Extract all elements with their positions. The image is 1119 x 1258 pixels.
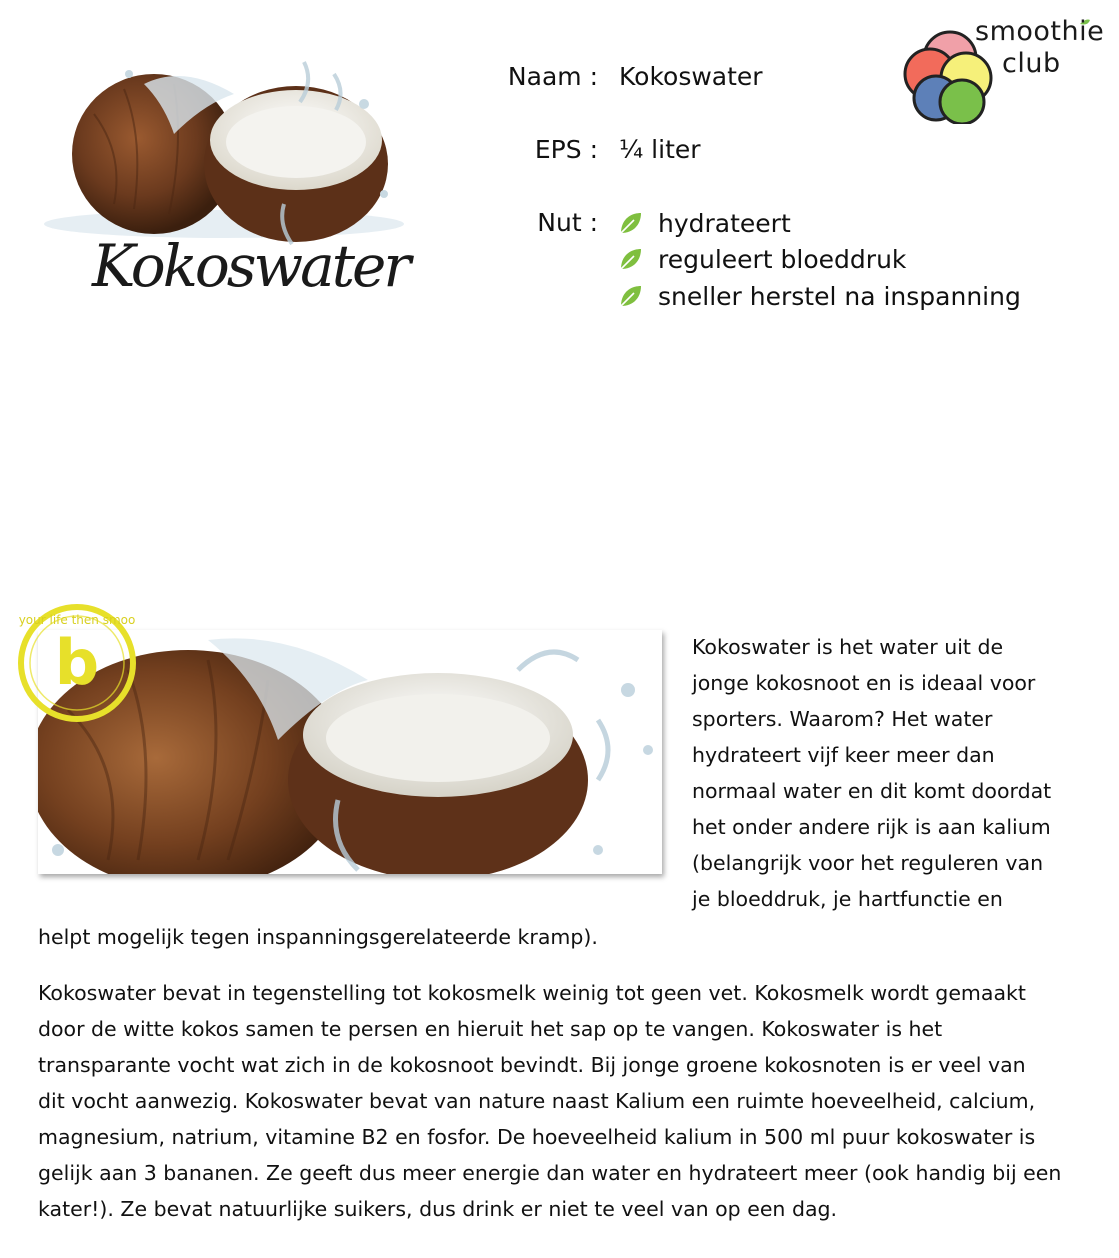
benefit-item: [618, 206, 791, 240]
intro-line: normaal water en dit komt doordat: [692, 779, 1052, 803]
badge-letter: b: [54, 626, 100, 699]
badge-ring-text: your life then smoo: [18, 613, 136, 627]
benefit-item: [618, 279, 1021, 313]
leaf-icon: [618, 283, 644, 309]
intro-line: je bloeddruk, je hartfunctie en: [692, 887, 1003, 911]
intro-line: sporters. Waarom? Het water: [692, 707, 993, 731]
intro-tail-line: helpt mogelijk tegen inspanningsgerelateerde kramp).: [38, 925, 598, 949]
leaf-icon: [618, 246, 644, 272]
image-caption: Kokoswater: [92, 232, 409, 300]
eps-label: EPS :: [534, 135, 598, 164]
smooth-badge: [14, 600, 140, 726]
intro-line: (belangrijk voor het reguleren van: [692, 851, 1044, 875]
body-line: Kokoswater bevat in tegenstelling tot kokosmelk weinig tot geen vet. Kokosmelk wordt gemaakt: [38, 981, 1026, 1005]
body-line: gelijk aan 3 bananen. Ze geeft dus meer energie dan water en hydrateert meer (ook handig bij een: [38, 1161, 1062, 1185]
body-line: kater!). Ze bevat natuurlijke suikers, dus drink er niet te veel van op een dag.: [38, 1197, 838, 1221]
logo-text: smoothie: [975, 16, 1105, 47]
benefits-label: Nut :: [537, 208, 598, 237]
intro-line: jonge kokosnoot en is ideaal voor: [692, 671, 1036, 695]
body-line: transparante vocht wat zich in de kokosnoot bevindt. Bij jonge groene kokosnoten is er veel van: [38, 1053, 1026, 1077]
body-line: door de witte kokos samen te persen en hieruit het sap op te vangen. Kokoswater is het: [38, 1017, 943, 1041]
body-paragraph: [38, 975, 1098, 1227]
logo-text: club: [1002, 48, 1061, 79]
intro-line: hydrateert vijf keer meer dan: [692, 743, 995, 767]
coconut-illustration: [34, 54, 414, 304]
name-value: Kokoswater: [619, 62, 763, 91]
intro-line: het onder andere rijk is aan kalium: [692, 815, 1051, 839]
eps-value: ¼ liter: [619, 135, 701, 164]
benefit-item: [618, 242, 906, 276]
body-line: dit vocht aanwezig. Kokoswater bevat van nature naast Kalium een ruimte hoeveelheid, calcium,: [38, 1089, 1036, 1113]
benefit-text: sneller herstel na inspanning: [658, 281, 1021, 311]
leaf-icon: [618, 210, 644, 236]
body-line: magnesium, natrium, vitamine B2 en fosfor. De hoeveelheid kalium in 500 ml puur kokoswater is: [38, 1125, 1036, 1149]
benefit-text: hydrateert: [658, 208, 791, 238]
name-label: Naam :: [507, 62, 598, 91]
intro-paragraph: [692, 629, 1102, 917]
benefit-text: reguleert bloeddruk: [658, 244, 907, 274]
intro-line: Kokoswater is het water uit de: [692, 635, 1004, 659]
